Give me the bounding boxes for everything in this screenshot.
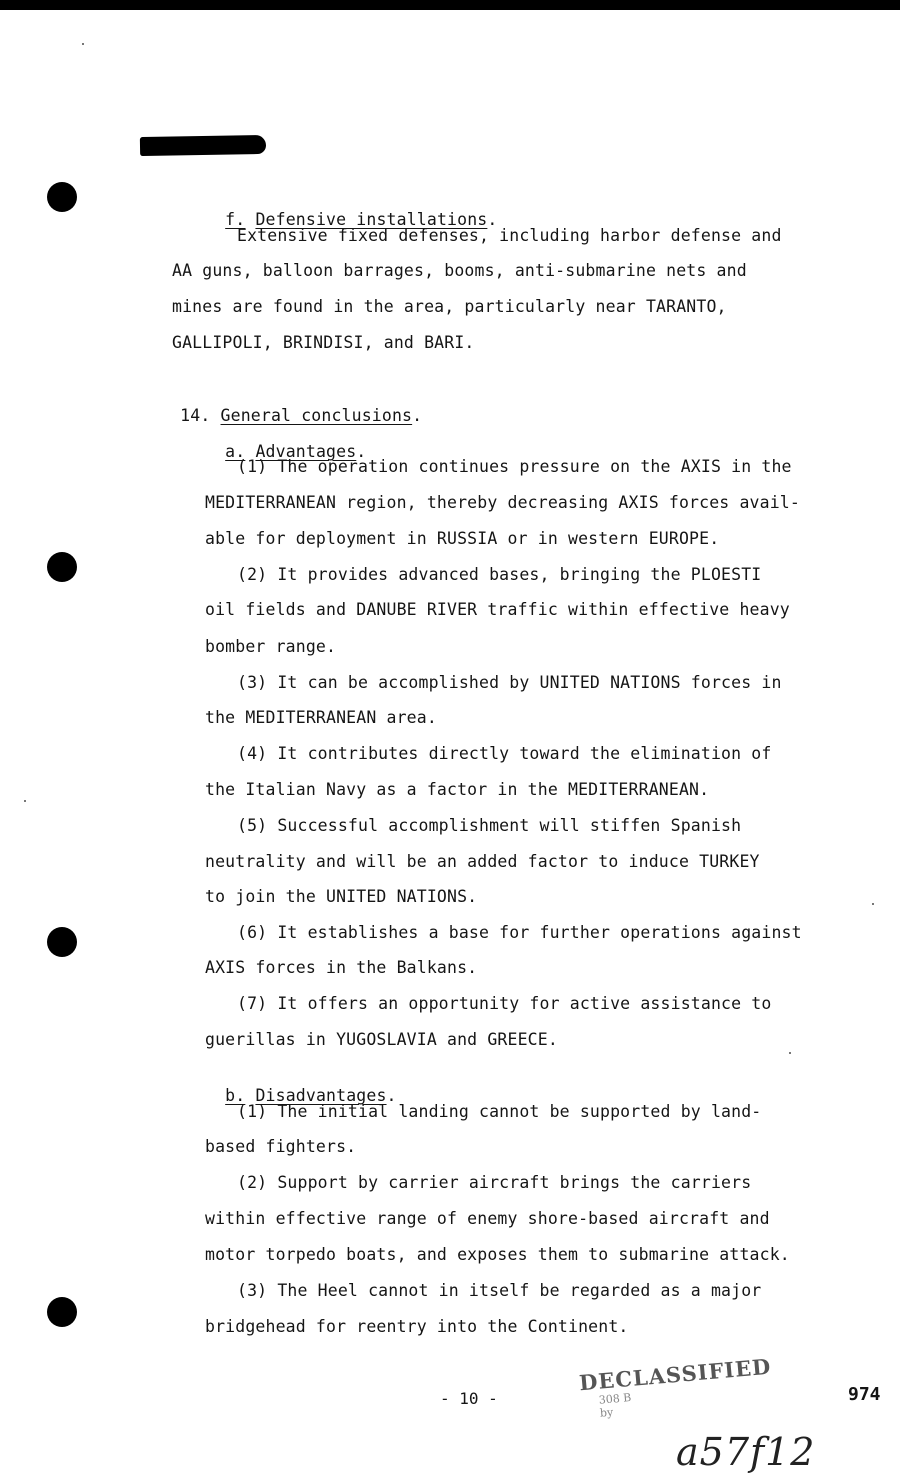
sheet-number: 974 (848, 1384, 881, 1405)
redaction-mark (140, 135, 266, 156)
disadvantage-line: (2) Support by carrier aircraft brings the carriers (237, 1173, 752, 1192)
section-f-letter: f. (225, 210, 246, 229)
scan-speck (82, 43, 84, 45)
advantage-line: to join the UNITED NATIONS. (205, 887, 478, 906)
advantage-line: able for deployment in RUSSIA or in western EUROPE. (205, 529, 720, 548)
section-14-heading: 14. General conclusions. (180, 406, 423, 425)
disadvantage-line: within effective range of enemy shore-based aircraft and (205, 1209, 770, 1228)
section-f-line: Extensive fixed defenses, including harbor defense and (237, 226, 782, 245)
stamp-detail: by (599, 1405, 614, 1420)
disadvantage-line: based fighters. (205, 1137, 357, 1156)
advantages-heading: a. Advantages. (225, 442, 367, 461)
punch-hole (47, 927, 77, 957)
disadvantage-line: motor torpedo boats, and exposes them to submarine attack. (205, 1245, 790, 1264)
scan-speck (789, 1052, 791, 1054)
section-14-number: 14. (180, 406, 211, 425)
section-f-title: Defensive installations (255, 210, 488, 229)
disadvantage-line: (1) The initial landing cannot be supported by land- (237, 1102, 762, 1121)
advantage-line: bomber range. (205, 637, 337, 656)
stamp-main-text: DECLASSIFIED (578, 1353, 773, 1396)
scan-speck (24, 800, 26, 802)
section-f-line: AA guns, balloon barrages, booms, anti-submarine nets and (172, 261, 747, 280)
advantage-line: (7) It offers an opportunity for active assistance to (237, 994, 772, 1013)
advantage-line: MEDITERRANEAN region, thereby decreasing AXIS forces avail- (205, 493, 800, 512)
punch-hole (47, 1297, 77, 1327)
advantage-line: the MEDITERRANEAN area. (205, 708, 437, 727)
disadvantages-heading: b. Disadvantages. (225, 1086, 397, 1105)
advantages-title: Advantages (255, 442, 357, 461)
disadvantage-line: (3) The Heel cannot in itself be regarded as a major (237, 1281, 762, 1300)
advantage-line: AXIS forces in the Balkans. (205, 958, 478, 977)
advantage-line: (4) It contributes directly toward the elimination of (237, 744, 772, 763)
declassified-stamp (578, 1354, 774, 1422)
stamp-detail: 308 B (598, 1390, 632, 1407)
advantage-line: (2) It provides advanced bases, bringing the PLOESTI (237, 565, 762, 584)
advantage-line: (1) The operation continues pressure on the AXIS in the (237, 457, 792, 476)
advantage-line: (3) It can be accomplished by UNITED NATIONS forces in (237, 673, 782, 692)
scan-speck (872, 903, 874, 905)
advantage-line: (5) Successful accomplishment will stiffen Spanish (237, 816, 742, 835)
handwritten-reference: a57f12 (676, 1430, 816, 1474)
advantage-line: guerillas in YUGOSLAVIA and GREECE. (205, 1030, 558, 1049)
disadvantages-title: Disadvantages (255, 1086, 387, 1105)
section-14-title: General conclusions (220, 406, 413, 425)
advantage-line: (6) It establishes a base for further operations against (237, 923, 802, 942)
scan-border (0, 0, 900, 10)
advantage-line: the Italian Navy as a factor in the MEDITERRANEAN. (205, 780, 710, 799)
section-f-line: GALLIPOLI, BRINDISI, and BARI. (172, 333, 475, 352)
section-f-heading: f. Defensive installations. (225, 210, 498, 229)
advantage-line: oil fields and DANUBE RIVER traffic within effective heavy (205, 600, 790, 619)
disadvantage-line: bridgehead for reentry into the Continent. (205, 1317, 629, 1336)
page-number: - 10 - (440, 1389, 498, 1408)
punch-hole (47, 182, 77, 212)
section-f-line: mines are found in the area, particularly near TARANTO, (172, 297, 727, 316)
punch-hole (47, 552, 77, 582)
advantage-line: neutrality and will be an added factor to induce TURKEY (205, 852, 760, 871)
